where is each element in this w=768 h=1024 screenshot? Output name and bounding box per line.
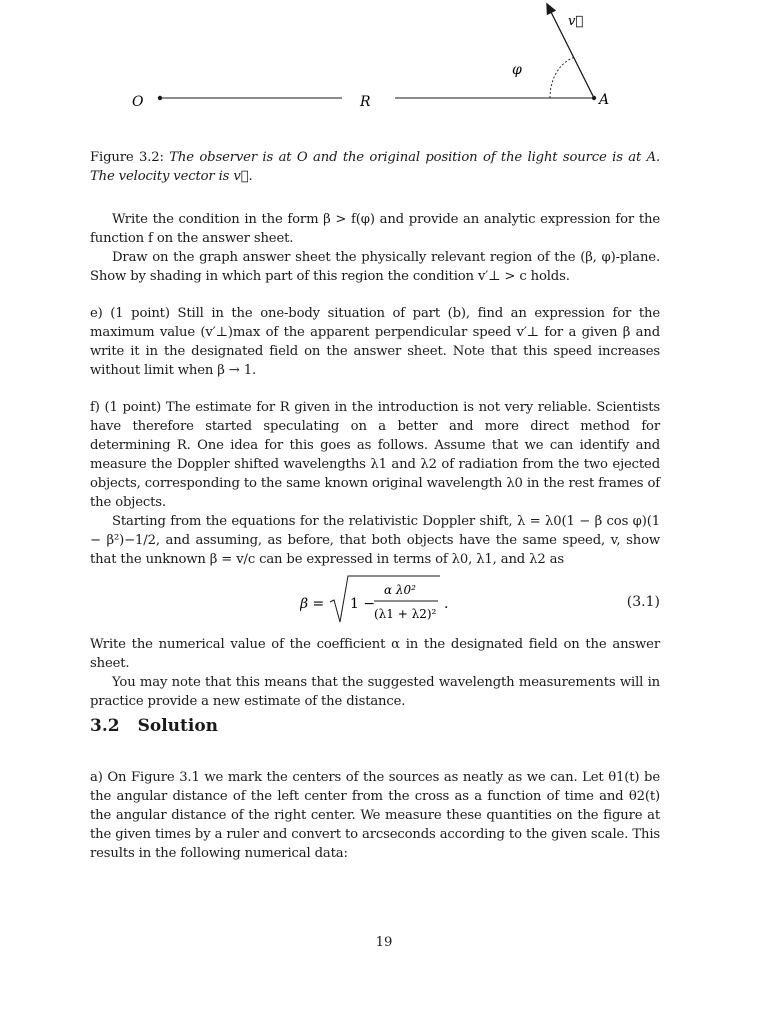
equation-lhs: β =: [300, 596, 325, 612]
paragraph-2: Draw on the graph answer sheet the physically relevant region of the (β, φ)-plane. Show by shading in which part of this region the condition v′⊥ > c holds.: [90, 250, 660, 284]
section-number: 3.2: [90, 716, 120, 736]
figure-3-2: [0, 0, 768, 140]
page-number: 19: [375, 935, 393, 950]
paragraph-3: e) (1 point) Still in the one-body situation of part (b), find an expression for the maximum value (v′⊥)max of the apparent perpendicular speed v′⊥ for a given β and write it in the designated field on the answer sheet. Note that this speed increases without limit when β → 1.: [90, 306, 660, 378]
label-A: A: [599, 92, 610, 108]
label-v: v⃗: [568, 14, 584, 29]
paragraph-block-alpha: [90, 635, 660, 711]
equation-3-1: [90, 570, 660, 630]
label-R: R: [360, 94, 371, 110]
paragraph-7: You may note that this means that the suggested wavelength measurements will in practice provide a new estimate of the distance.: [90, 675, 660, 709]
paragraph-f: [90, 398, 660, 569]
equation-period: .: [444, 596, 449, 612]
paragraph-6: Write the numerical value of the coefficient α in the designated field on the answer sheet.: [90, 637, 660, 671]
label-phi: φ: [512, 62, 522, 78]
figure-diagram: [0, 0, 768, 140]
paragraph-1: Write the condition in the form β > f(φ) and provide an analytic expression for the function f on the answer sheet.: [90, 212, 660, 246]
section-heading: [90, 716, 218, 736]
paragraph-4: f) (1 point) The estimate for R given in the introduction is not very reliable. Scientists have therefore started speculating on a better and more direct method for determining R. One idea for this goes as follows. Assume that we can identify and measure the Doppler shifted wavelengths λ1 and λ2 of radiation from the two ejected objects, corresponding to the same known original wavelength λ0 in the rest frames of the objects.: [90, 400, 660, 510]
angle-arc: [550, 57, 575, 98]
paragraph-block-1: [90, 210, 660, 286]
figure-caption: [90, 148, 660, 186]
label-O: O: [132, 94, 144, 110]
paragraph-e: [90, 304, 660, 380]
caption-label: Figure 3.2:: [90, 150, 164, 165]
equation-body: [300, 574, 470, 630]
equation-denominator: (λ1 + λ2)²: [374, 607, 437, 621]
paragraph-8: a) On Figure 3.1 we mark the centers of the sources as neatly as we can. Let θ1(t) be the angular distance of the left center from the cross as a function of time and θ2(t) the angular distance of the right center. We measure these quantities on the figure at the given times by a ruler and convert to arcseconds according to the given scale. This results in the following numerical data:: [90, 770, 660, 861]
equation-number: (3.1): [626, 594, 660, 610]
paragraph-5: Starting from the equations for the relativistic Doppler shift, λ = λ0(1 − β cos φ)(1 − β²)−1/2, and assuming, as before, that both objects have the same speed, v, show that the unknown β = v/c can be expressed in terms of λ0, λ1, and λ2 as: [90, 514, 660, 567]
equation-numerator: α λ0²: [384, 583, 416, 597]
paragraph-solution-a: [90, 768, 660, 863]
equation-one: 1 −: [350, 596, 376, 612]
caption-text: The observer is at O and the original position of the light source is at A. The velocity vector is v⃗.: [90, 150, 661, 184]
section-title: Solution: [137, 716, 219, 736]
